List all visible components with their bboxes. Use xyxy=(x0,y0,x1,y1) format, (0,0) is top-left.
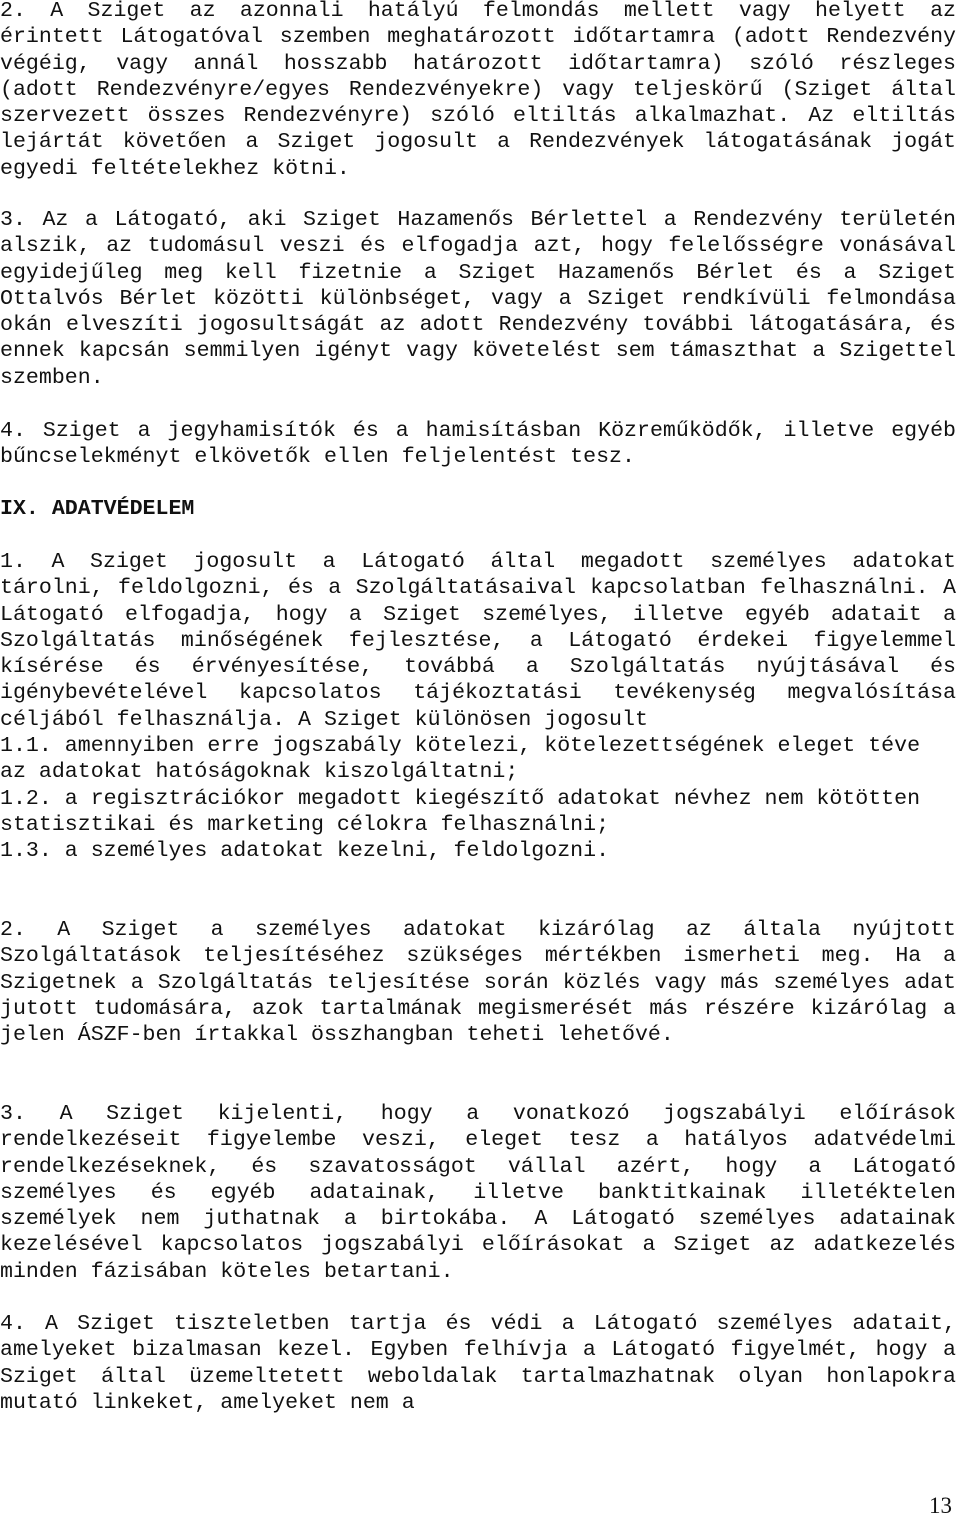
paragraph-ix-2: 2. A Sziget a személyes adatokat kizárólag az általa nyújtott Szolgáltatások teljesítéséhez szükséges mértékben ismerheti meg. Ha a Szigetnek a Szolgáltatás teljesítése során közlés vagy más személyes adat jutott tudomására, azok tartalmának megismerését más részére kizárólag a jelen ÁSZF-ben írtakkal összhangban teheti lehetővé. xyxy=(0,918,956,1048)
list-item-1-2: 1.2. a regisztrációkor megadott kiegészítő adatokat névhez nem kötötten statisztikai és marketing célokra felhasználni; xyxy=(0,786,921,837)
page-number: 13 xyxy=(929,1493,952,1518)
list-item-1-3: 1.3. a személyes adatokat kezelni, feldolgozni. xyxy=(0,839,610,864)
paragraph-ix-4: 4. A Sziget tiszteletben tartja és védi a Látogató személyes adatait, amelyeket bizalmasan kezel. Egyben felhívja a Látogató figyelmét, hogy a Sziget által üzemeltetett weboldalak tartalmazhatnak olyan honlapokra mutató linkeket, amelyeket nem a xyxy=(0,1312,956,1415)
section-heading-adatvedelem: IX. ADATVÉDELEM xyxy=(0,497,195,521)
paragraph-ix-1-body: 1. A Sziget jogosult a Látogató által megadott személyes adatokat tárolni, feldolgozni, és a Szolgáltatásaival kapcsolatban felhasználni. A Látogató elfogadja, hogy a Sziget személyes, illetve egyéb adatait a Szolgáltatás minőségének fejlesztése, a Látogató érdekei figyelemmel kísérése és érvényesítése, továbbá a Szolgáltatás nyújtásával és igénybevételével kapcsolatos tájékoztatási tevékenység megvalósítása céljából felhasználja. A Sziget különösen jogosult xyxy=(0,550,956,732)
paragraph-viii-2: 2. A Sziget az azonnali hatályú felmondás mellett vagy helyett az érintett Látogatóval szemben meghatározott időtartamra (adott Rendezvény végéig, vagy annál hosszabb határozott időtartamra) szóló részleges (adott Rendezvényre/egyes Rendezvényekre) vagy teljeskörű (Sziget által szervezett összes Rendezvényre) szóló eltiltás alkalmazhat. Az eltiltás lejártát követően a Sziget jogosult a Rendezvények látogatásának jogát egyedi feltételekhez kötni. xyxy=(0,0,956,181)
paragraph-viii-3: 3. Az a Látogató, aki Sziget Hazamenős Bérlettel a Rendezvény területén alszik, az tudomásul veszi és elfogadja azt, hogy felelősségre vonásával egyidejűleg meg kell fizetnie a Sziget Hazamenős Bérlet és a Sziget Ottalvós Bérlet közötti különbséget, vagy a Sziget rendkívüli felmondása okán elveszíti jogosultságát az adott Rendezvény további látogatására, és ennek kapcsán semmilyen igényt vagy követelést sem támaszthat a Szigettel szemben. xyxy=(0,208,956,390)
paragraph-ix-1 xyxy=(0,549,956,865)
list-item-1-1: 1.1. amennyiben erre jogszabály kötelezi, kötelezettségének eleget téve az adatokat hatóságoknak kiszolgáltatni; xyxy=(0,734,921,785)
paragraph-viii-4: 4. Sziget a jegyhamisítók és a hamisításban Közreműködők, illetve egyéb bűncselekményt elkövetők ellen feljelentést tesz. xyxy=(0,419,956,470)
paragraph-ix-3: 3. A Sziget kijelenti, hogy a vonatkozó jogszabályi előírások rendelkezéseit figyelembe veszi, eleget tesz a hatályos adatvédelmi rendelkezéseknek, és szavatosságot vállal azért, hogy a Látogató személyes és egyéb adatainak, illetve banktitkainak illetéktelen személyek nem juthatnak a birtokába. A Látogató személyes adatainak kezelésével kapcsolatos jogszabályi előírásokat a Sziget az adatkezelés minden fázisában köteles betartani. xyxy=(0,1102,956,1284)
